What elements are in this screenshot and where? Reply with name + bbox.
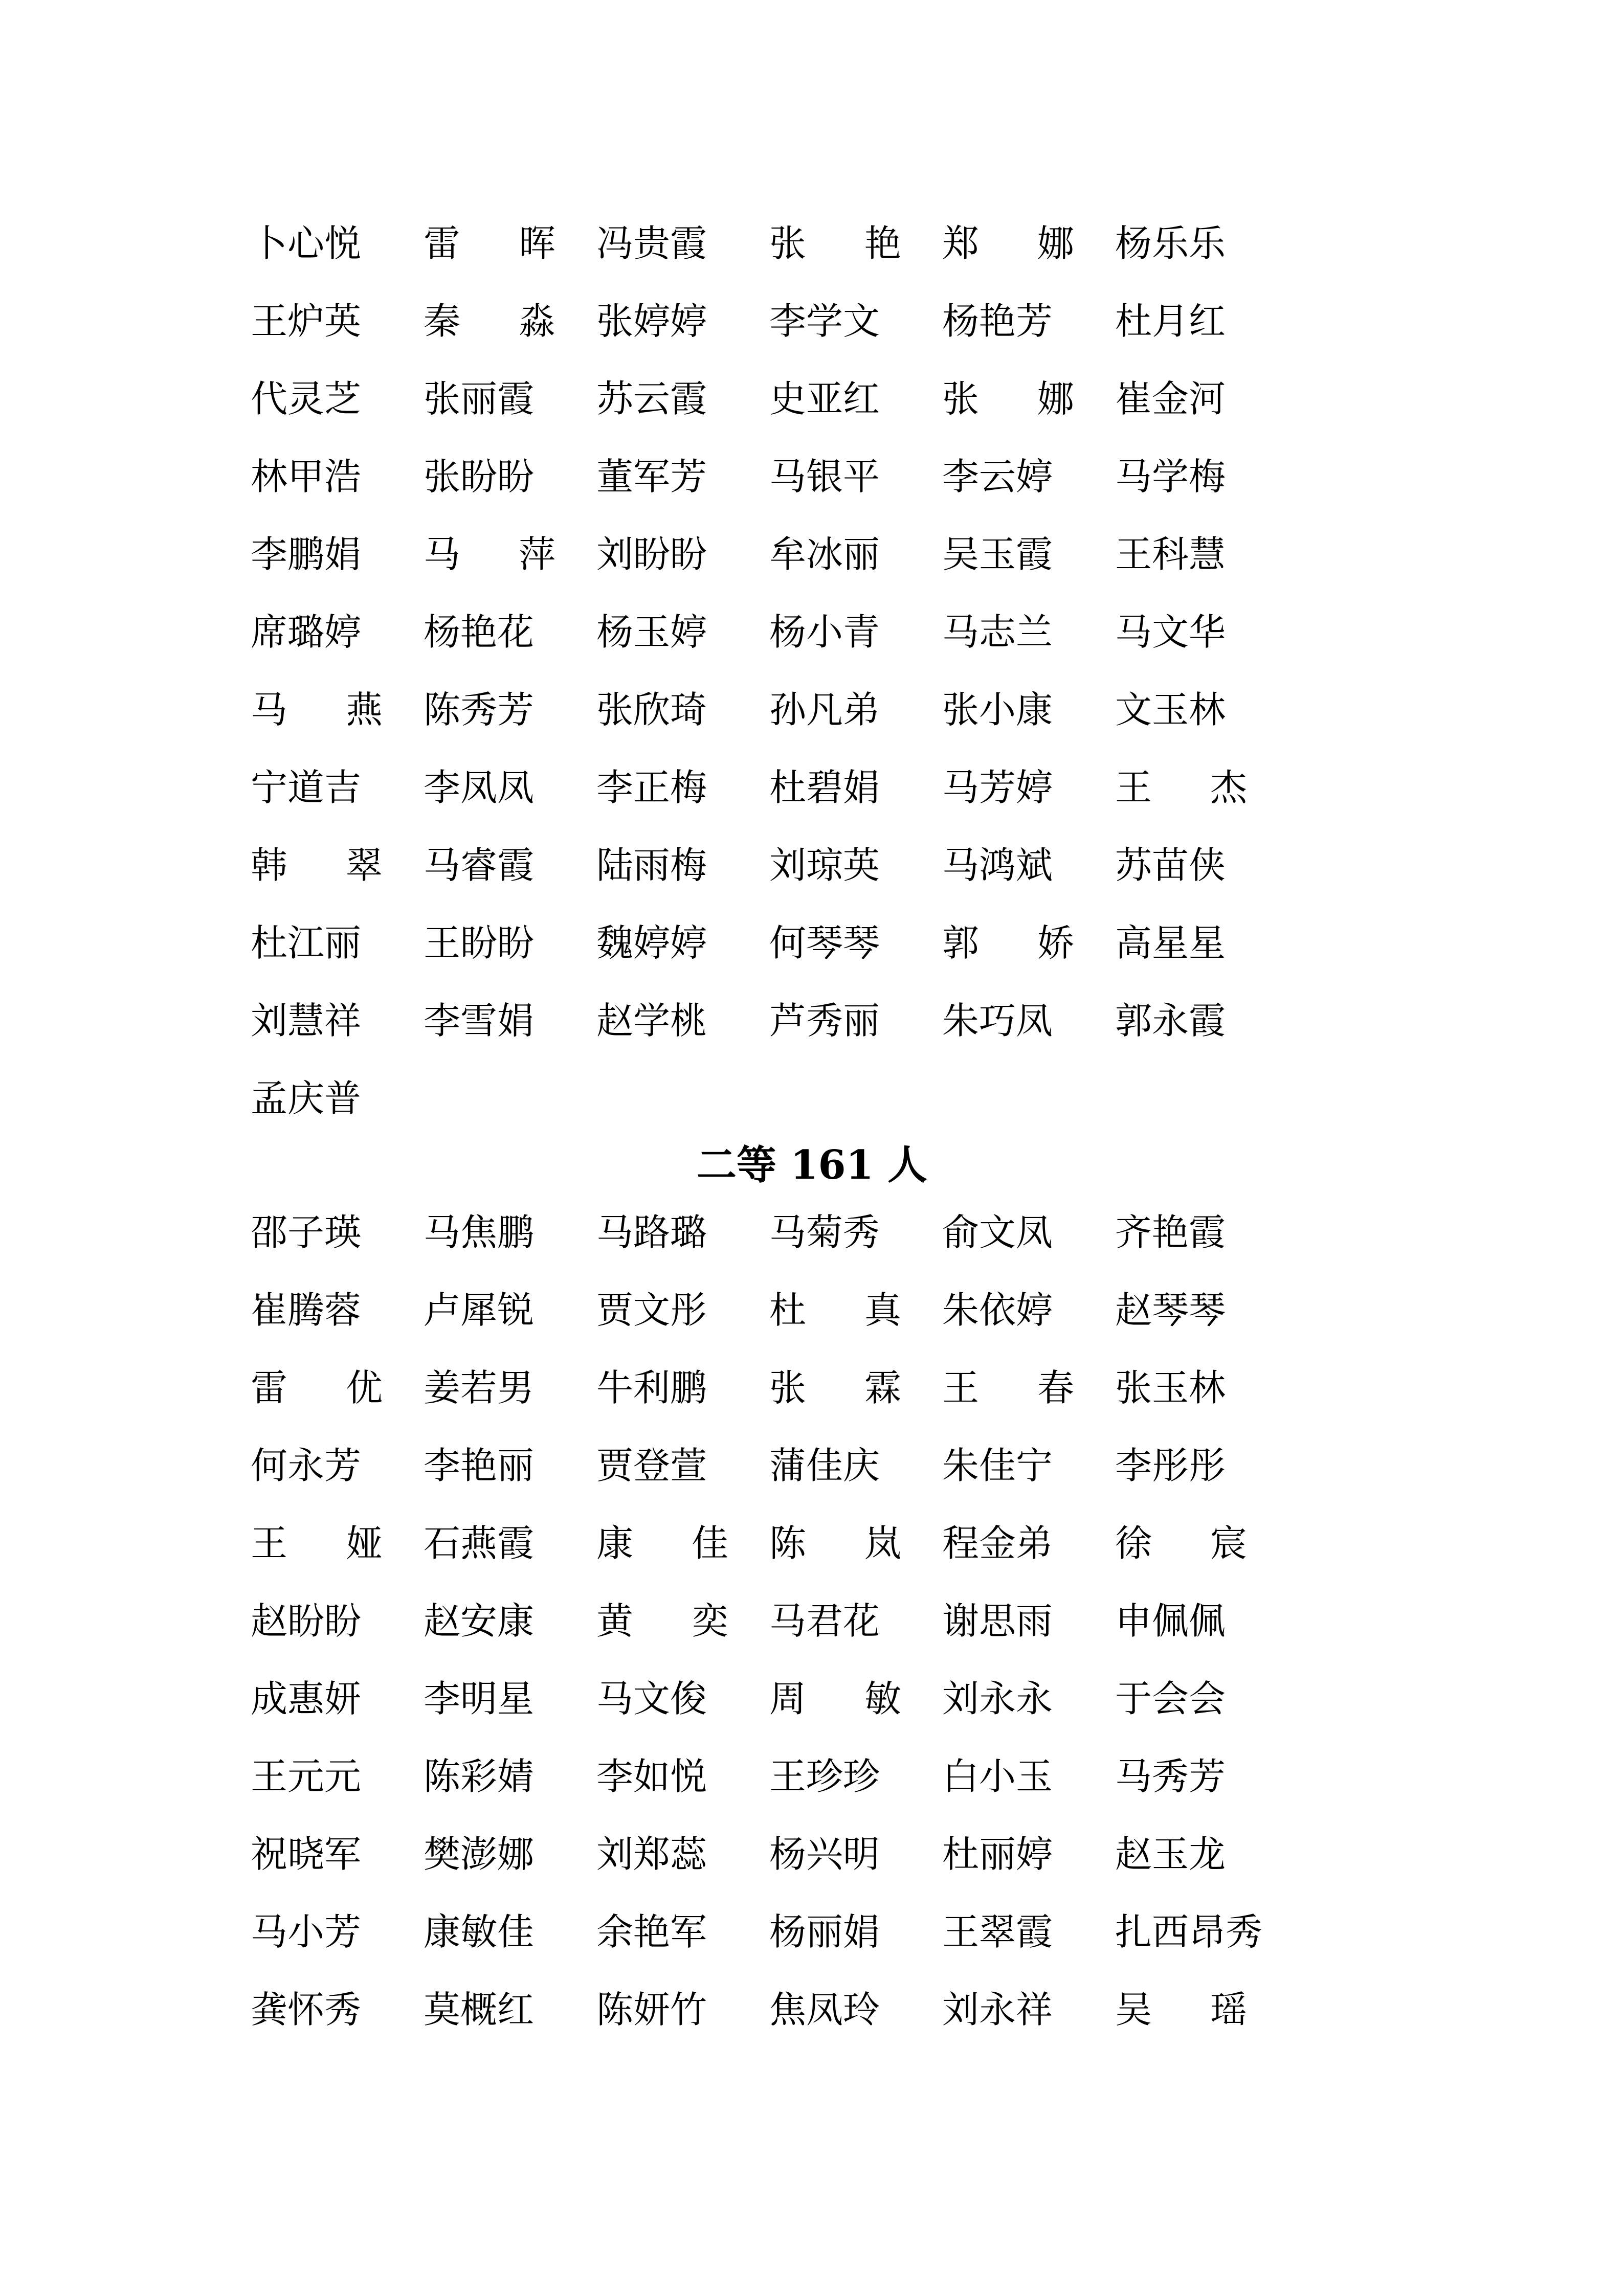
person-name-text: 杜 碧 娟 <box>769 766 880 809</box>
person-name <box>769 1600 942 1642</box>
person-name <box>424 1600 596 1642</box>
person-name <box>942 222 1115 265</box>
person-name-text: 郑 娜 <box>942 222 1074 265</box>
person-name <box>1115 611 1288 654</box>
person-name <box>769 1988 942 2031</box>
person-name <box>596 377 769 420</box>
person-name-text: 史 亚 红 <box>769 377 880 420</box>
person-name <box>251 222 424 265</box>
second-section-name-list <box>251 1194 1624 2049</box>
person-name <box>1115 300 1288 343</box>
person-name-text: 张 小 康 <box>942 688 1053 731</box>
person-name-text: 马 芳 婷 <box>942 766 1053 809</box>
person-name <box>769 1833 942 1876</box>
person-name <box>769 921 942 964</box>
person-name <box>769 533 942 576</box>
person-name-text: 牛 利 鹏 <box>596 1366 707 1409</box>
person-name-text: 张 霖 <box>769 1366 901 1409</box>
person-name <box>942 1677 1115 1720</box>
person-name-text: 李 鹏 娟 <box>251 533 362 576</box>
person-name <box>1115 222 1288 265</box>
person-name-text: 朱 佳 宁 <box>942 1444 1053 1487</box>
person-name <box>769 611 942 654</box>
person-name <box>596 1366 769 1409</box>
person-name-text: 王 元 元 <box>251 1755 362 1798</box>
person-name <box>424 1755 596 1798</box>
person-name <box>942 1755 1115 1798</box>
person-name <box>424 533 596 576</box>
person-name <box>769 1677 942 1720</box>
person-name <box>424 1366 596 1409</box>
person-name <box>424 1910 596 1953</box>
person-name-text: 龚 怀 秀 <box>251 1988 362 2031</box>
person-name <box>596 766 769 809</box>
person-name-text: 马 文 华 <box>1115 611 1226 654</box>
person-name <box>942 1988 1115 2031</box>
person-name <box>1115 455 1288 498</box>
person-name <box>251 1211 424 1254</box>
person-name-text: 李 彤 彤 <box>1115 1444 1226 1487</box>
person-name-text: 雷 晖 <box>424 222 555 265</box>
person-name-text: 李 云 婷 <box>942 455 1053 498</box>
person-name <box>942 688 1115 731</box>
person-name-text: 赵 安 康 <box>424 1600 535 1642</box>
person-name <box>942 1444 1115 1487</box>
person-name <box>596 688 769 731</box>
person-name <box>251 1755 424 1798</box>
person-name <box>942 455 1115 498</box>
person-name <box>424 999 596 1042</box>
person-name-text: 杜 月 红 <box>1115 300 1226 343</box>
person-name-text: 贾 文 彤 <box>596 1289 707 1332</box>
person-name <box>942 1522 1115 1565</box>
person-name-text: 冯 贵 霞 <box>596 222 707 265</box>
person-name <box>769 1444 942 1487</box>
person-name-text: 王 科 慧 <box>1115 533 1226 576</box>
person-name-text: 王 杰 <box>1115 766 1247 809</box>
person-name-text: 刘 慧 祥 <box>251 999 362 1042</box>
person-name-text: 马 菊 秀 <box>769 1211 880 1254</box>
person-name-text: 李 明 星 <box>424 1677 535 1720</box>
person-name-text: 崔 腾 蓉 <box>251 1289 362 1332</box>
person-name <box>596 300 769 343</box>
person-name-text: 马 路 璐 <box>596 1211 707 1254</box>
person-name <box>596 611 769 654</box>
person-name <box>1115 1910 1288 1953</box>
person-name-text: 卜 心 悦 <box>251 222 362 265</box>
person-name <box>251 300 424 343</box>
person-name-text: 魏 婷 婷 <box>596 921 707 964</box>
person-name-text: 孟 庆 普 <box>251 1077 362 1120</box>
person-name <box>1115 844 1288 887</box>
person-name <box>1115 1444 1288 1487</box>
person-name <box>251 766 424 809</box>
person-name <box>424 1211 596 1254</box>
person-name-text: 黄 奕 <box>596 1600 728 1642</box>
person-name-text: 杨 玉 婷 <box>596 611 707 654</box>
person-name-text: 邵 子 瑛 <box>251 1211 362 1254</box>
person-name-text: 李 艳 丽 <box>424 1444 535 1487</box>
person-name <box>596 1211 769 1254</box>
person-name <box>596 1677 769 1720</box>
person-name-text: 崔 金 河 <box>1115 377 1226 420</box>
person-name-text: 刘 永 永 <box>942 1677 1053 1720</box>
person-name <box>251 1077 424 1120</box>
person-name <box>596 1988 769 2031</box>
person-name-text: 李 雪 娟 <box>424 999 535 1042</box>
person-name <box>769 1289 942 1332</box>
person-name <box>769 300 942 343</box>
person-name <box>424 222 596 265</box>
person-name <box>424 766 596 809</box>
person-name-text: 康 敏 佳 <box>424 1910 535 1953</box>
person-name-text: 李 如 悦 <box>596 1755 707 1798</box>
person-name-text: 杨 艳 芳 <box>942 300 1053 343</box>
person-name-text: 张 丽 霞 <box>424 377 535 420</box>
person-name-text: 朱 巧 凤 <box>942 999 1053 1042</box>
person-name-text: 王 春 <box>942 1366 1074 1409</box>
person-name-text: 程 金 弟 <box>942 1522 1053 1565</box>
person-name-text: 韩 翠 <box>251 844 383 887</box>
person-name <box>251 1910 424 1953</box>
person-name <box>942 1833 1115 1876</box>
person-name-text: 张 娜 <box>942 377 1074 420</box>
person-name-text: 苏 苗 侠 <box>1115 844 1226 887</box>
person-name-text: 马 焦 鹏 <box>424 1211 535 1254</box>
person-name <box>1115 1833 1288 1876</box>
person-name-text: 卢 犀 锐 <box>424 1289 535 1332</box>
person-name <box>251 1444 424 1487</box>
person-name <box>1115 1988 1288 2031</box>
person-name <box>769 688 942 731</box>
person-name <box>942 611 1115 654</box>
person-name-text: 祝 晓 军 <box>251 1833 362 1876</box>
person-name <box>1115 1677 1288 1720</box>
person-name-text: 杨 小 青 <box>769 611 880 654</box>
person-name-text: 扎 西 昂 秀 <box>1115 1910 1263 1953</box>
person-name <box>942 921 1115 964</box>
person-name-text: 高 星 星 <box>1115 921 1226 964</box>
person-name-text: 樊 澎 娜 <box>424 1833 535 1876</box>
person-name-text: 何 永 芳 <box>251 1444 362 1487</box>
person-name-text: 王 翠 霞 <box>942 1910 1053 1953</box>
person-name-text: 陈 岚 <box>769 1522 901 1565</box>
person-name <box>1115 1600 1288 1642</box>
person-name-text: 马 君 花 <box>769 1600 880 1642</box>
person-name-text: 马 文 俊 <box>596 1677 707 1720</box>
person-name <box>251 1677 424 1720</box>
person-name-text: 马 鸿 斌 <box>942 844 1053 887</box>
person-name <box>942 533 1115 576</box>
person-name <box>769 766 942 809</box>
person-name <box>1115 999 1288 1042</box>
person-name <box>942 766 1115 809</box>
person-name <box>942 377 1115 420</box>
person-name-text: 牟 冰 丽 <box>769 533 880 576</box>
person-name <box>251 455 424 498</box>
person-name <box>769 1910 942 1953</box>
person-name-text: 雷 优 <box>251 1366 383 1409</box>
person-name-text: 董 军 芳 <box>596 455 707 498</box>
person-name-text: 石 燕 霞 <box>424 1522 535 1565</box>
person-name-text: 陆 雨 梅 <box>596 844 707 887</box>
person-name-text: 蒲 佳 庆 <box>769 1444 880 1487</box>
person-name-text: 芦 秀 丽 <box>769 999 880 1042</box>
person-name <box>596 455 769 498</box>
person-name <box>942 1600 1115 1642</box>
person-name-text: 马 小 芳 <box>251 1910 362 1953</box>
person-name <box>424 300 596 343</box>
person-name <box>596 1755 769 1798</box>
person-name-text: 莫 概 红 <box>424 1988 535 2031</box>
person-name-text: 郭 永 霞 <box>1115 999 1226 1042</box>
person-name <box>942 1910 1115 1953</box>
person-name-text: 马 银 平 <box>769 455 880 498</box>
person-name-text: 马 萍 <box>424 533 555 576</box>
person-name-text: 刘 盼 盼 <box>596 533 707 576</box>
person-name <box>596 1910 769 1953</box>
person-name <box>251 921 424 964</box>
person-name-text: 马 志 兰 <box>942 611 1053 654</box>
person-name-text: 杨 艳 花 <box>424 611 535 654</box>
person-name-text: 齐 艳 霞 <box>1115 1211 1226 1254</box>
person-name <box>251 1366 424 1409</box>
person-name <box>769 1366 942 1409</box>
person-name <box>424 1677 596 1720</box>
person-name-text: 赵 盼 盼 <box>251 1600 362 1642</box>
person-name <box>942 300 1115 343</box>
person-name <box>596 999 769 1042</box>
first-section-name-list <box>251 0 1624 1137</box>
person-name-text: 吴 玉 霞 <box>942 533 1053 576</box>
person-name-text: 王 炉 英 <box>251 300 362 343</box>
person-name-text: 赵 学 桃 <box>596 999 707 1042</box>
person-name-text: 马 睿 霞 <box>424 844 535 887</box>
person-name <box>769 999 942 1042</box>
person-name <box>424 688 596 731</box>
person-name <box>596 1833 769 1876</box>
person-name-text: 于 会 会 <box>1115 1677 1226 1720</box>
person-name-text: 郭 娇 <box>942 921 1074 964</box>
person-name-text: 张 玉 林 <box>1115 1366 1226 1409</box>
person-name-text: 贾 登 萱 <box>596 1444 707 1487</box>
person-name <box>596 1522 769 1565</box>
person-name-text: 俞 文 凤 <box>942 1211 1053 1254</box>
person-name-text: 王 珍 珍 <box>769 1755 880 1798</box>
person-name <box>424 611 596 654</box>
person-name-text: 杜 真 <box>769 1289 901 1332</box>
person-name-text: 朱 依 婷 <box>942 1289 1053 1332</box>
person-name-text: 张 盼 盼 <box>424 455 535 498</box>
person-name-text: 王 盼 盼 <box>424 921 535 964</box>
person-name <box>942 1211 1115 1254</box>
person-name <box>424 844 596 887</box>
person-name <box>1115 1211 1288 1254</box>
person-name-text: 杜 丽 婷 <box>942 1833 1053 1876</box>
person-name <box>942 1366 1115 1409</box>
person-name-text: 赵 玉 龙 <box>1115 1833 1226 1876</box>
person-name <box>596 921 769 964</box>
person-name <box>251 1600 424 1642</box>
person-name-text: 陈 秀 芳 <box>424 688 535 731</box>
person-name <box>424 455 596 498</box>
person-name-text: 申 佩 佩 <box>1115 1600 1226 1642</box>
person-name-text: 成 惠 妍 <box>251 1677 362 1720</box>
section-heading: 二等 161 人 <box>696 1142 928 1188</box>
person-name <box>1115 533 1288 576</box>
person-name-text: 刘 琼 英 <box>769 844 880 887</box>
person-name-text: 林 甲 浩 <box>251 455 362 498</box>
person-name-text: 孙 凡 弟 <box>769 688 880 731</box>
person-name <box>251 377 424 420</box>
person-name <box>596 222 769 265</box>
person-name <box>251 999 424 1042</box>
person-name-text: 谢 思 雨 <box>942 1600 1053 1642</box>
person-name-text: 马 学 梅 <box>1115 455 1226 498</box>
person-name <box>251 1289 424 1332</box>
person-name <box>424 1444 596 1487</box>
person-name-text: 张 艳 <box>769 222 901 265</box>
person-name-text: 何 琴 琴 <box>769 921 880 964</box>
person-name <box>1115 377 1288 420</box>
person-name <box>1115 1289 1288 1332</box>
person-name <box>942 999 1115 1042</box>
person-name <box>251 1833 424 1876</box>
person-name <box>424 1522 596 1565</box>
person-name <box>251 1522 424 1565</box>
person-name-text: 余 艳 军 <box>596 1910 707 1953</box>
person-name <box>596 844 769 887</box>
person-name-text: 刘 郑 蕊 <box>596 1833 707 1876</box>
person-name-text: 张 婷 婷 <box>596 300 707 343</box>
person-name <box>769 222 942 265</box>
person-name-text: 陈 妍 竹 <box>596 1988 707 2031</box>
person-name-text: 刘 永 祥 <box>942 1988 1053 2031</box>
person-name <box>596 1444 769 1487</box>
person-name-text: 李 正 梅 <box>596 766 707 809</box>
person-name <box>596 1600 769 1642</box>
person-name-text: 康 佳 <box>596 1522 728 1565</box>
person-name-text: 张 欣 琦 <box>596 688 707 731</box>
person-name <box>251 1988 424 2031</box>
person-name-text: 白 小 玉 <box>942 1755 1053 1798</box>
person-name <box>1115 766 1288 809</box>
person-name <box>424 1988 596 2031</box>
person-name-text: 姜 若 男 <box>424 1366 535 1409</box>
person-name-text: 吴 瑶 <box>1115 1988 1247 2031</box>
person-name <box>769 1755 942 1798</box>
person-name-text: 王 娅 <box>251 1522 383 1565</box>
person-name-text: 杨 乐 乐 <box>1115 222 1226 265</box>
person-name <box>251 533 424 576</box>
person-name-text: 文 玉 林 <box>1115 688 1226 731</box>
person-name-text: 周 敏 <box>769 1677 901 1720</box>
person-name-text: 赵 琴 琴 <box>1115 1289 1226 1332</box>
person-name <box>251 611 424 654</box>
person-name <box>251 844 424 887</box>
person-name <box>251 688 424 731</box>
person-name <box>424 1833 596 1876</box>
person-name-text: 焦 凤 玲 <box>769 1988 880 2031</box>
person-name-text: 宁 道 吉 <box>251 766 362 809</box>
person-name <box>424 921 596 964</box>
person-name <box>769 1522 942 1565</box>
person-name-text: 苏 云 霞 <box>596 377 707 420</box>
person-name <box>424 1289 596 1332</box>
person-name <box>1115 1522 1288 1565</box>
person-name <box>769 455 942 498</box>
person-name-text: 马 燕 <box>251 688 383 731</box>
person-name <box>769 1211 942 1254</box>
person-name <box>1115 1755 1288 1798</box>
person-name-text: 席 璐 婷 <box>251 611 362 654</box>
person-name-text: 杜 江 丽 <box>251 921 362 964</box>
person-name <box>596 533 769 576</box>
person-name <box>596 1289 769 1332</box>
person-name <box>769 377 942 420</box>
person-name-text: 杨 丽 娟 <box>769 1910 880 1953</box>
person-name <box>424 377 596 420</box>
person-name-text: 秦 淼 <box>424 300 555 343</box>
person-name-text: 陈 彩 婧 <box>424 1755 535 1798</box>
person-name-text: 杨 兴 明 <box>769 1833 880 1876</box>
person-name-text: 李 学 文 <box>769 300 880 343</box>
person-name-text: 马 秀 芳 <box>1115 1755 1226 1798</box>
person-name <box>1115 921 1288 964</box>
person-name-text: 徐 宸 <box>1115 1522 1247 1565</box>
person-name <box>769 844 942 887</box>
person-name-text: 代 灵 芝 <box>251 377 362 420</box>
person-name <box>1115 688 1288 731</box>
person-name-text: 李 凤 凤 <box>424 766 535 809</box>
person-name <box>942 844 1115 887</box>
person-name <box>1115 1366 1288 1409</box>
person-name <box>942 1289 1115 1332</box>
